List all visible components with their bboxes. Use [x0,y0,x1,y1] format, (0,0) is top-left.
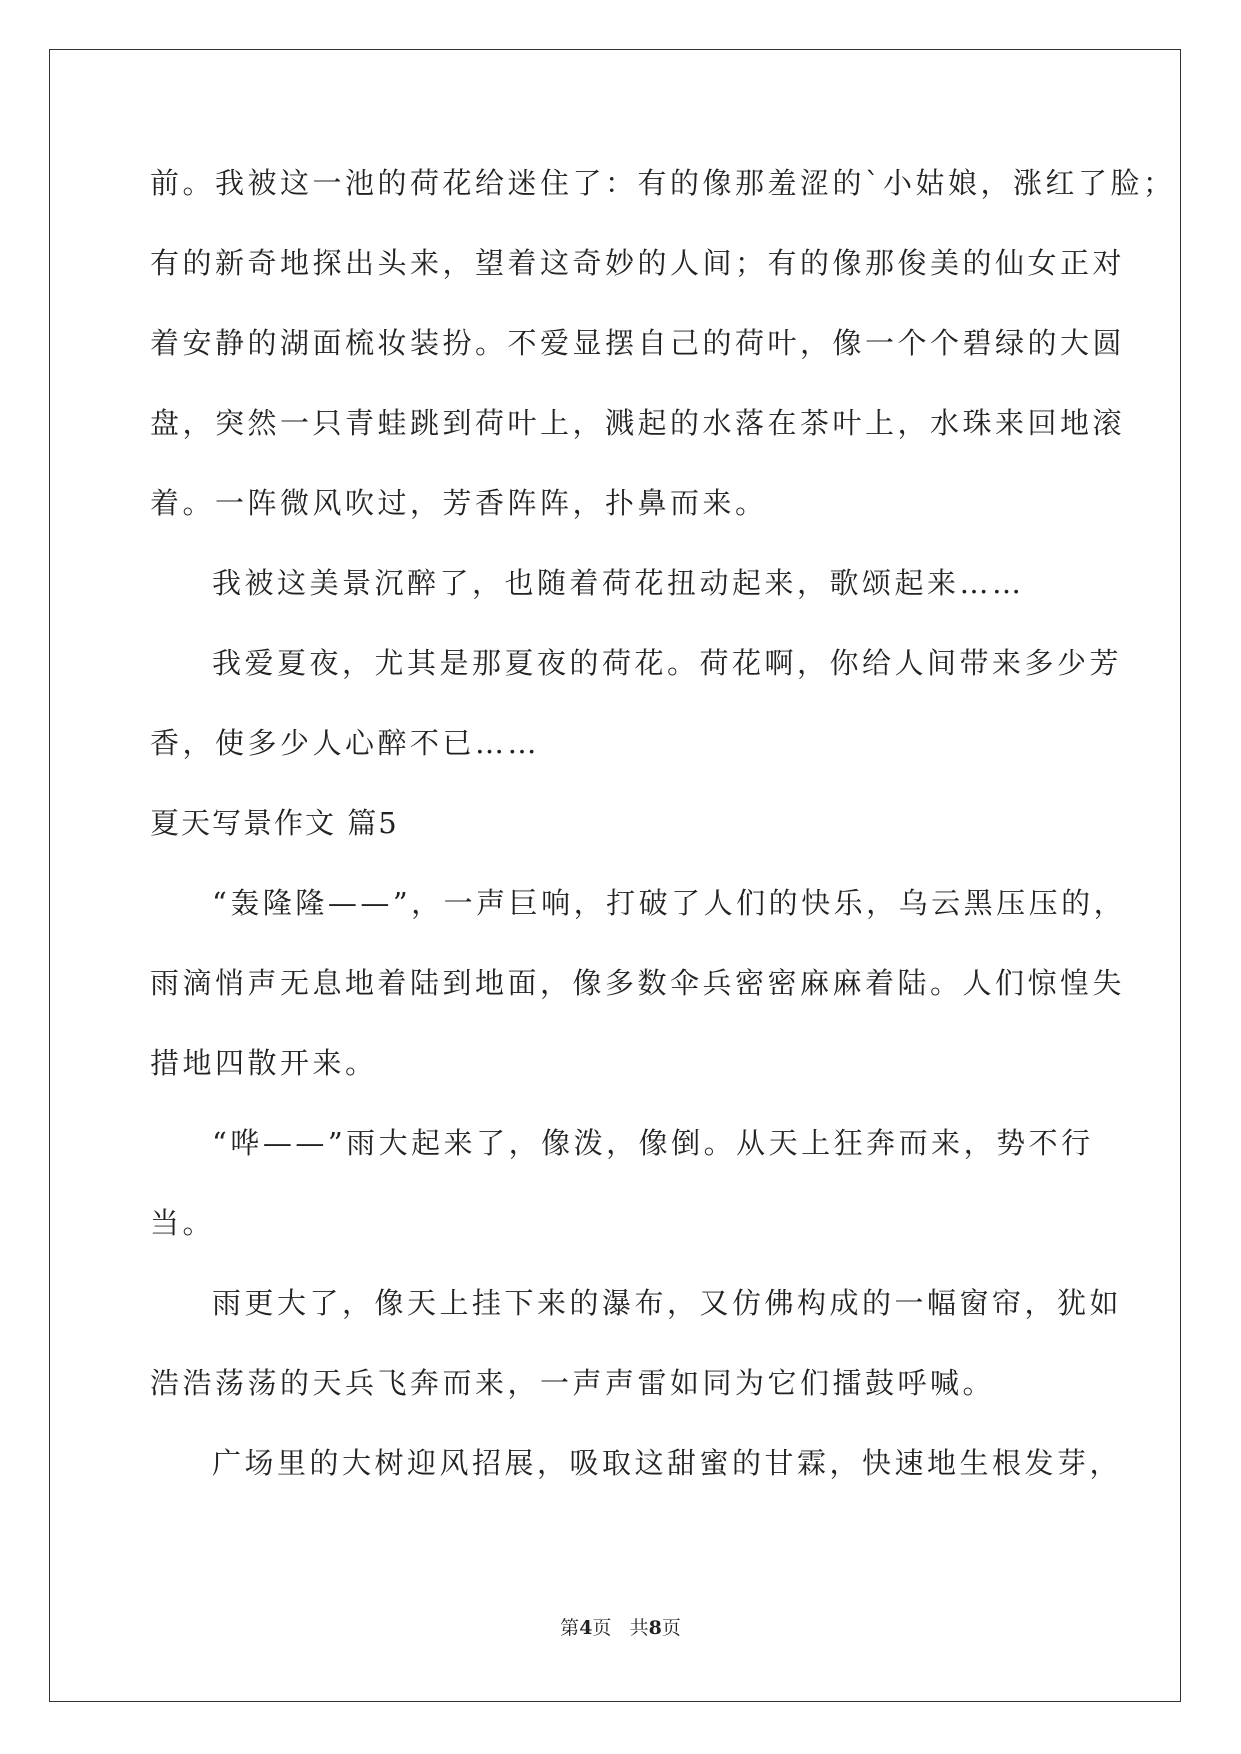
paragraph-line: 广场里的大树迎风招展，吸取这甜蜜的甘霖，快速地生根发芽， [212,1446,1123,1480]
paragraph-line: “轰隆隆——”，一声巨响，打破了人们的快乐，乌云黑压压的， [212,886,1127,920]
paragraph-line: 着安静的湖面梳妆装扮。不爱显摆自己的荷叶，像一个个碧绿的大圆 [150,326,1126,360]
paragraph-line: 雨更大了，像天上挂下来的瀑布，又仿佛构成的一幅窗帘，犹如 [212,1286,1123,1320]
total-page-number: 8 [648,1617,662,1639]
paragraph-line: 前。我被这一池的荷花给迷住了：有的像那羞涩的`小姑娘，涨红了脸； [150,166,1176,200]
paragraph-line: 香，使多少人心醉不已…… [150,726,541,760]
paragraph-line: 着。一阵微风吹过，芳香阵阵，扑鼻而来。 [150,486,768,520]
paragraph-line: 雨滴悄声无息地着陆到地面，像多数伞兵密密麻麻着陆。人们惊惶失 [150,966,1126,1000]
paragraph-line: 有的新奇地探出头来，望着这奇妙的人间；有的像那俊美的仙女正对 [150,246,1126,280]
paragraph-line: 当。 [150,1206,216,1240]
paragraph-line: 我爱夏夜，尤其是那夏夜的荷花。荷花啊，你给人间带来多少芳 [212,646,1123,680]
paragraph-line: 浩浩荡荡的天兵飞奔而来，一声声雷如同为它们擂鼓呼喊。 [150,1366,996,1400]
footer-total-prefix: 共 [629,1617,649,1639]
paragraph-line: 措地四散开来。 [150,1046,378,1080]
footer-prefix: 第 [560,1617,580,1639]
section-heading: 夏天写景作文 篇5 [150,806,399,840]
footer-total-suffix: 页 [661,1617,681,1639]
page-footer [0,1613,1241,1640]
footer-page-suffix: 页 [592,1617,612,1639]
paragraph-line: 盘，突然一只青蛙跳到荷叶上，溅起的水落在茶叶上，水珠来回地滚 [150,406,1126,440]
paragraph-line: “哗——”雨大起来了，像泼，像倒。从天上狂奔而来，势不行 [212,1126,1094,1160]
paragraph-line: 我被这美景沉醉了，也随着荷花扭动起来，歌颂起来…… [212,566,1025,600]
current-page-number: 4 [579,1617,593,1639]
